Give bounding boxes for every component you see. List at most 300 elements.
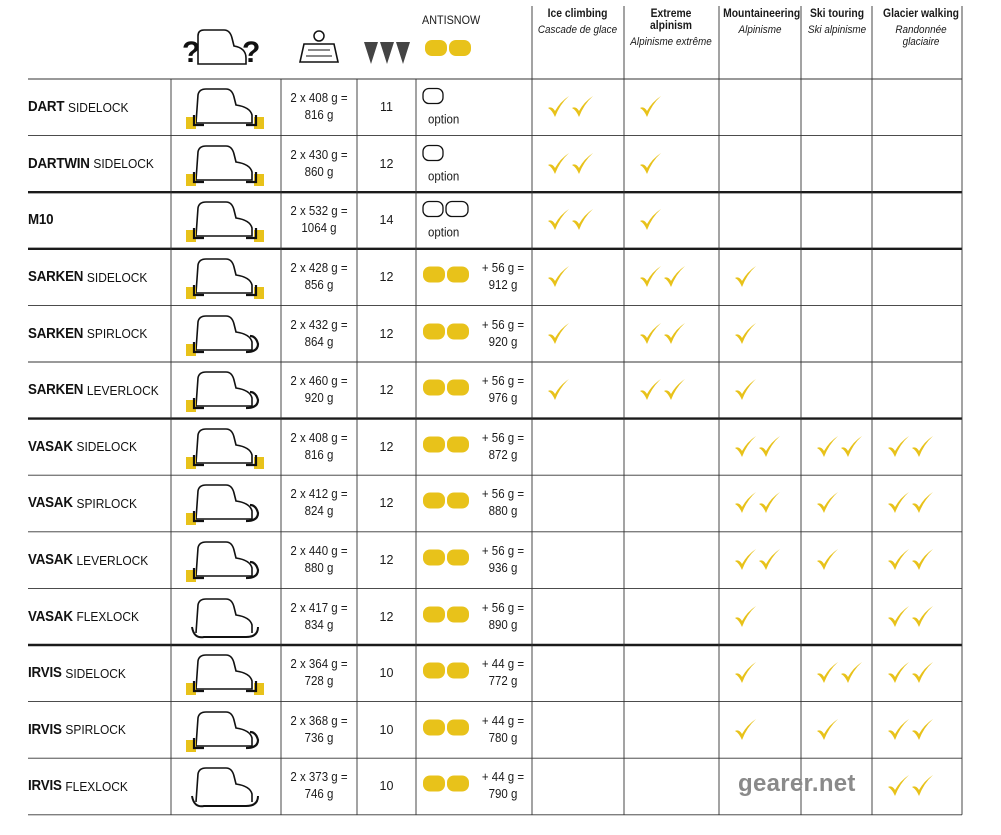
activity-header-ski-touring <box>801 8 873 36</box>
binding-type: SIDELOCK <box>68 99 129 115</box>
activity-rating <box>872 305 962 362</box>
model: SARKEN <box>28 269 84 286</box>
antisnow-weight <box>480 543 526 577</box>
model-name <box>28 249 160 306</box>
antisnow-included <box>422 321 470 346</box>
activity-rating <box>801 419 872 476</box>
check-icon <box>570 94 594 120</box>
activity-rating <box>532 249 624 306</box>
activity-rating <box>872 362 962 419</box>
antisnow-plate-icon <box>422 378 470 398</box>
check-icon <box>886 660 910 686</box>
activity-rating <box>801 588 872 645</box>
boot-spirlock-icon <box>184 706 268 754</box>
weight-total: 1064 g <box>301 221 337 236</box>
weight-formula: 2 x 532 g = <box>290 204 348 219</box>
model-name <box>28 702 160 759</box>
activity-fr: Alpinisme <box>738 24 782 36</box>
weight-formula: 2 x 460 g = <box>290 374 348 389</box>
activity-rating <box>801 645 872 702</box>
activity-rating <box>872 702 962 759</box>
points-count: 10 <box>379 666 394 681</box>
antisnow-total: 790 g <box>488 787 518 802</box>
antisnow-label: ANTISNOW <box>422 13 481 27</box>
check-icon <box>546 94 570 120</box>
boot-cell <box>172 362 280 419</box>
weight-formula: 2 x 408 g = <box>290 91 348 106</box>
weight-formula: 2 x 368 g = <box>290 713 348 728</box>
check-icon <box>546 264 570 290</box>
points-count: 12 <box>379 609 394 624</box>
binding-type: SIDELOCK <box>86 269 148 285</box>
table-row <box>0 532 1001 589</box>
antisnow-weight <box>480 713 526 747</box>
antisnow-total: 912 g <box>488 278 518 293</box>
svg-text:?: ? <box>242 36 261 69</box>
model: VASAK <box>28 495 73 512</box>
weight-total: 860 g <box>304 164 334 179</box>
points-count: 12 <box>379 270 394 285</box>
points-count: 14 <box>379 213 394 228</box>
activity-rating <box>624 419 719 476</box>
antisnow-option-label: option <box>428 225 460 240</box>
check-icon <box>733 377 757 403</box>
check-icon <box>733 660 757 686</box>
boot-flexlock-icon <box>184 762 268 810</box>
antisnow-included <box>422 265 470 290</box>
table-row <box>0 79 1001 136</box>
activity-rating <box>624 136 719 193</box>
weight-formula: 2 x 412 g = <box>290 487 348 502</box>
antisnow-added: + 56 g = <box>481 317 525 332</box>
check-icon <box>886 717 910 743</box>
antisnow-plate-icon <box>424 38 472 58</box>
activity-header-ice-climbing <box>532 8 623 36</box>
activity-header-extreme-alpinism <box>624 8 718 48</box>
antisnow-added: + 56 g = <box>481 261 525 276</box>
boot-cell <box>172 645 280 702</box>
check-icon <box>886 547 910 573</box>
weight-formula: 2 x 432 g = <box>290 317 348 332</box>
check-icon <box>815 434 839 460</box>
activity-rating <box>624 305 719 362</box>
activity-rating <box>532 702 624 759</box>
activity-rating <box>624 475 719 532</box>
activity-rating <box>719 305 801 362</box>
antisnow-total: 780 g <box>488 730 518 745</box>
boot-spirlock-icon <box>184 479 268 527</box>
weight-cell <box>284 419 354 476</box>
antisnow-plate-icon <box>422 604 470 624</box>
antisnow-weight <box>480 373 526 407</box>
check-icon <box>662 377 686 403</box>
check-icon <box>733 264 757 290</box>
weight-total: 746 g <box>304 787 334 802</box>
check-icon <box>662 321 686 347</box>
weight-total: 736 g <box>304 730 334 745</box>
activity-fr: Cascade de glace <box>537 24 618 36</box>
binding-type: FLEXLOCK <box>65 778 128 794</box>
check-icon <box>546 377 570 403</box>
activity-rating <box>872 419 962 476</box>
svg-text:?: ? <box>182 36 201 69</box>
activity-rating <box>872 136 962 193</box>
antisnow-cell <box>416 645 532 702</box>
antisnow-weight <box>480 260 526 294</box>
boot-cell <box>172 758 280 815</box>
activity-rating <box>872 758 962 815</box>
antisnow-added: + 56 g = <box>481 600 525 615</box>
check-icon <box>910 660 934 686</box>
activity-rating <box>801 192 872 249</box>
activity-rating <box>872 532 962 589</box>
check-icon <box>733 717 757 743</box>
weight-formula: 2 x 364 g = <box>290 657 348 672</box>
antisnow-cell <box>416 419 532 476</box>
check-icon <box>815 660 839 686</box>
activity-en: Ski touring <box>809 8 865 20</box>
binding-type: FLEXLOCK <box>76 609 139 625</box>
table-row <box>0 305 1001 362</box>
points-count: 12 <box>379 439 394 454</box>
weight-total: 856 g <box>304 278 334 293</box>
antisnow-included <box>422 774 470 799</box>
weight-cell <box>284 758 354 815</box>
activity-rating <box>872 645 962 702</box>
table-row <box>0 645 1001 702</box>
activity-rating <box>532 532 624 589</box>
activity-fr: Randonnée glaciaire <box>895 24 947 48</box>
binding-type: SPIRLOCK <box>76 495 137 511</box>
weight-total: 920 g <box>304 391 334 406</box>
activity-rating <box>801 702 872 759</box>
table-row <box>0 419 1001 476</box>
weight-formula: 2 x 408 g = <box>290 430 348 445</box>
activity-rating <box>719 79 801 136</box>
activity-rating <box>719 532 801 589</box>
antisnow-option-label: option <box>428 169 460 184</box>
check-icon <box>910 490 934 516</box>
check-icon <box>662 264 686 290</box>
check-icon <box>910 717 934 743</box>
model: VASAK <box>28 608 73 625</box>
activity-rating <box>624 702 719 759</box>
model-name <box>28 758 160 815</box>
weight-formula: 2 x 373 g = <box>290 770 348 785</box>
model: SARKEN <box>28 382 84 399</box>
boot-sidelock-icon <box>184 196 268 244</box>
activity-en: Ice climbing <box>547 8 608 20</box>
activity-rating <box>719 249 801 306</box>
activity-rating <box>719 136 801 193</box>
activity-rating <box>719 362 801 419</box>
check-icon <box>570 207 594 233</box>
model-name <box>28 362 160 419</box>
check-icon <box>638 151 662 177</box>
activity-header-glacier-walking <box>872 8 970 48</box>
check-icon <box>839 660 863 686</box>
boot-sidelock-icon <box>184 140 268 188</box>
points-count: 12 <box>379 496 394 511</box>
activity-rating <box>532 419 624 476</box>
boot-cell <box>172 192 280 249</box>
activity-rating <box>872 192 962 249</box>
check-icon <box>546 321 570 347</box>
activity-rating <box>624 79 719 136</box>
antisnow-total: 890 g <box>488 617 518 632</box>
check-icon <box>886 773 910 799</box>
model-name <box>28 79 160 136</box>
weight-cell <box>284 532 354 589</box>
activity-rating <box>719 419 801 476</box>
activity-fr: Alpinisme extrême <box>630 36 712 48</box>
antisnow-added: + 56 g = <box>481 374 525 389</box>
weight-total: 880 g <box>304 561 334 576</box>
model: VASAK <box>28 438 73 455</box>
points-count: 12 <box>379 326 394 341</box>
boot-cell <box>172 305 280 362</box>
activity-rating <box>719 702 801 759</box>
model: M10 <box>28 212 54 229</box>
activity-rating <box>532 645 624 702</box>
weight-cell <box>284 249 354 306</box>
antisnow-total: 920 g <box>488 334 518 349</box>
antisnow-cell <box>416 362 532 419</box>
weight-formula: 2 x 440 g = <box>290 544 348 559</box>
antisnow-included <box>422 717 470 742</box>
table-row <box>0 588 1001 645</box>
check-icon <box>546 207 570 233</box>
watermark: gearer.net <box>738 770 856 797</box>
antisnow-cell <box>416 532 532 589</box>
weight-cell <box>284 362 354 419</box>
check-icon <box>757 490 781 516</box>
activity-rating <box>532 758 624 815</box>
activity-rating <box>532 136 624 193</box>
boot-sidelock-icon <box>184 649 268 697</box>
activity-rating <box>872 249 962 306</box>
weight-total: 816 g <box>304 447 334 462</box>
activity-rating <box>532 362 624 419</box>
points-count: 12 <box>379 553 394 568</box>
model: IRVIS <box>28 721 62 738</box>
weight-cell <box>284 192 354 249</box>
table-row <box>0 249 1001 306</box>
activity-rating <box>624 532 719 589</box>
model: DARTWIN <box>28 155 90 172</box>
activity-rating <box>719 475 801 532</box>
points-count: 10 <box>379 779 394 794</box>
check-icon <box>733 434 757 460</box>
check-icon <box>757 547 781 573</box>
check-icon <box>910 434 934 460</box>
binding-type: SPIRLOCK <box>86 326 148 342</box>
antisnow-cell <box>416 702 532 759</box>
boot-leverlock-icon <box>184 366 268 414</box>
activity-en: Mountaineering <box>723 8 801 20</box>
antisnow-added: + 56 g = <box>481 487 525 502</box>
activity-rating <box>532 79 624 136</box>
antisnow-cell <box>416 588 532 645</box>
check-icon <box>733 604 757 630</box>
boot-cell <box>172 532 280 589</box>
activity-rating <box>719 645 801 702</box>
check-icon <box>638 377 662 403</box>
weight-cell <box>284 645 354 702</box>
activity-rating <box>624 588 719 645</box>
antisnow-weight <box>480 656 526 690</box>
antisnow-option-icon <box>422 201 470 219</box>
weight-cell <box>284 588 354 645</box>
binding-type: SIDELOCK <box>65 665 126 681</box>
antisnow-plate-icon <box>422 491 470 511</box>
model: IRVIS <box>28 778 62 795</box>
antisnow-plate-icon <box>422 434 470 454</box>
weight-total: 834 g <box>304 617 334 632</box>
table-row <box>0 702 1001 759</box>
antisnow-cell <box>416 192 532 249</box>
antisnow-added: + 44 g = <box>481 770 525 785</box>
points-count: 11 <box>380 100 393 115</box>
antisnow-included <box>422 661 470 686</box>
model-name <box>28 588 160 645</box>
antisnow-total: 976 g <box>488 391 518 406</box>
check-icon <box>910 604 934 630</box>
antisnow-total: 936 g <box>488 561 518 576</box>
antisnow-option-label: option <box>428 112 460 127</box>
activity-rating <box>872 79 962 136</box>
antisnow-cell <box>416 758 532 815</box>
check-icon <box>910 773 934 799</box>
model-name <box>28 305 160 362</box>
check-icon <box>638 207 662 233</box>
check-icon <box>815 717 839 743</box>
weight-cell <box>284 475 354 532</box>
antisnow-option-icon <box>422 88 446 106</box>
boot-compatibility-icon <box>180 24 264 70</box>
boot-flexlock-icon <box>184 593 268 641</box>
model-name <box>28 645 160 702</box>
table-row <box>0 362 1001 419</box>
check-icon <box>815 547 839 573</box>
activity-rating <box>801 79 872 136</box>
boot-cell <box>172 136 280 193</box>
check-icon <box>638 94 662 120</box>
model-name <box>28 136 160 193</box>
antisnow-option <box>422 144 482 183</box>
table-row <box>0 136 1001 193</box>
check-icon <box>886 490 910 516</box>
weight-cell <box>284 79 354 136</box>
binding-type: SPIRLOCK <box>65 722 126 738</box>
antisnow-weight <box>480 317 526 351</box>
activity-rating <box>801 136 872 193</box>
activity-rating <box>532 192 624 249</box>
activity-rating <box>532 475 624 532</box>
antisnow-added: + 44 g = <box>481 657 525 672</box>
activity-rating <box>624 362 719 419</box>
check-icon <box>733 547 757 573</box>
activity-rating <box>801 475 872 532</box>
antisnow-plate-icon <box>422 661 470 681</box>
check-icon <box>638 321 662 347</box>
boot-sidelock-icon <box>184 253 268 301</box>
boot-spirlock-icon <box>184 310 268 358</box>
activity-rating <box>719 192 801 249</box>
activity-rating <box>624 249 719 306</box>
model-name <box>28 532 160 589</box>
check-icon <box>733 490 757 516</box>
antisnow-added: + 56 g = <box>481 544 525 559</box>
boot-sidelock-icon <box>184 83 268 131</box>
antisnow-weight <box>480 430 526 464</box>
antisnow-plate-icon <box>422 717 470 737</box>
activity-en: Extreme alpinism <box>650 8 692 32</box>
binding-type: SIDELOCK <box>76 439 137 455</box>
activity-header-mountaineering <box>719 8 801 36</box>
binding-type: LEVERLOCK <box>76 552 149 568</box>
antisnow-total: 880 g <box>488 504 518 519</box>
check-icon <box>570 151 594 177</box>
weight-icon <box>298 28 340 68</box>
antisnow-included <box>422 604 470 629</box>
antisnow-plate-icon <box>422 321 470 341</box>
activity-rating <box>801 305 872 362</box>
antisnow-total: 872 g <box>488 447 518 462</box>
model: IRVIS <box>28 665 62 682</box>
activity-rating <box>532 305 624 362</box>
activity-rating <box>801 532 872 589</box>
boot-cell <box>172 79 280 136</box>
boot-cell <box>172 588 280 645</box>
antisnow-plate-icon <box>422 548 470 568</box>
antisnow-cell <box>416 305 532 362</box>
model-name <box>28 419 160 476</box>
model: DART <box>28 99 65 116</box>
binding-type: SIDELOCK <box>93 156 154 172</box>
boot-cell <box>172 475 280 532</box>
activity-rating <box>801 249 872 306</box>
weight-total: 824 g <box>304 504 334 519</box>
model: SARKEN <box>28 325 84 342</box>
points-count: 12 <box>379 383 394 398</box>
boot-cell <box>172 702 280 759</box>
check-icon <box>886 434 910 460</box>
check-icon <box>839 434 863 460</box>
weight-cell <box>284 702 354 759</box>
boot-cell <box>172 249 280 306</box>
check-icon <box>886 604 910 630</box>
points-count: 12 <box>379 156 394 171</box>
antisnow-option-icon <box>422 144 446 162</box>
activity-rating <box>532 588 624 645</box>
antisnow-total: 772 g <box>488 674 518 689</box>
points-count: 10 <box>379 722 394 737</box>
antisnow-weight <box>480 769 526 803</box>
weight-total: 728 g <box>304 674 334 689</box>
antisnow-included <box>422 378 470 403</box>
antisnow-cell <box>416 249 532 306</box>
model: VASAK <box>28 552 73 569</box>
check-icon <box>546 151 570 177</box>
antisnow-cell <box>416 79 532 136</box>
boot-cell <box>172 419 280 476</box>
activity-rating <box>872 475 962 532</box>
weight-formula: 2 x 430 g = <box>290 147 348 162</box>
weight-cell <box>284 305 354 362</box>
model-name <box>28 475 160 532</box>
activity-en: Glacier walking <box>883 8 959 20</box>
